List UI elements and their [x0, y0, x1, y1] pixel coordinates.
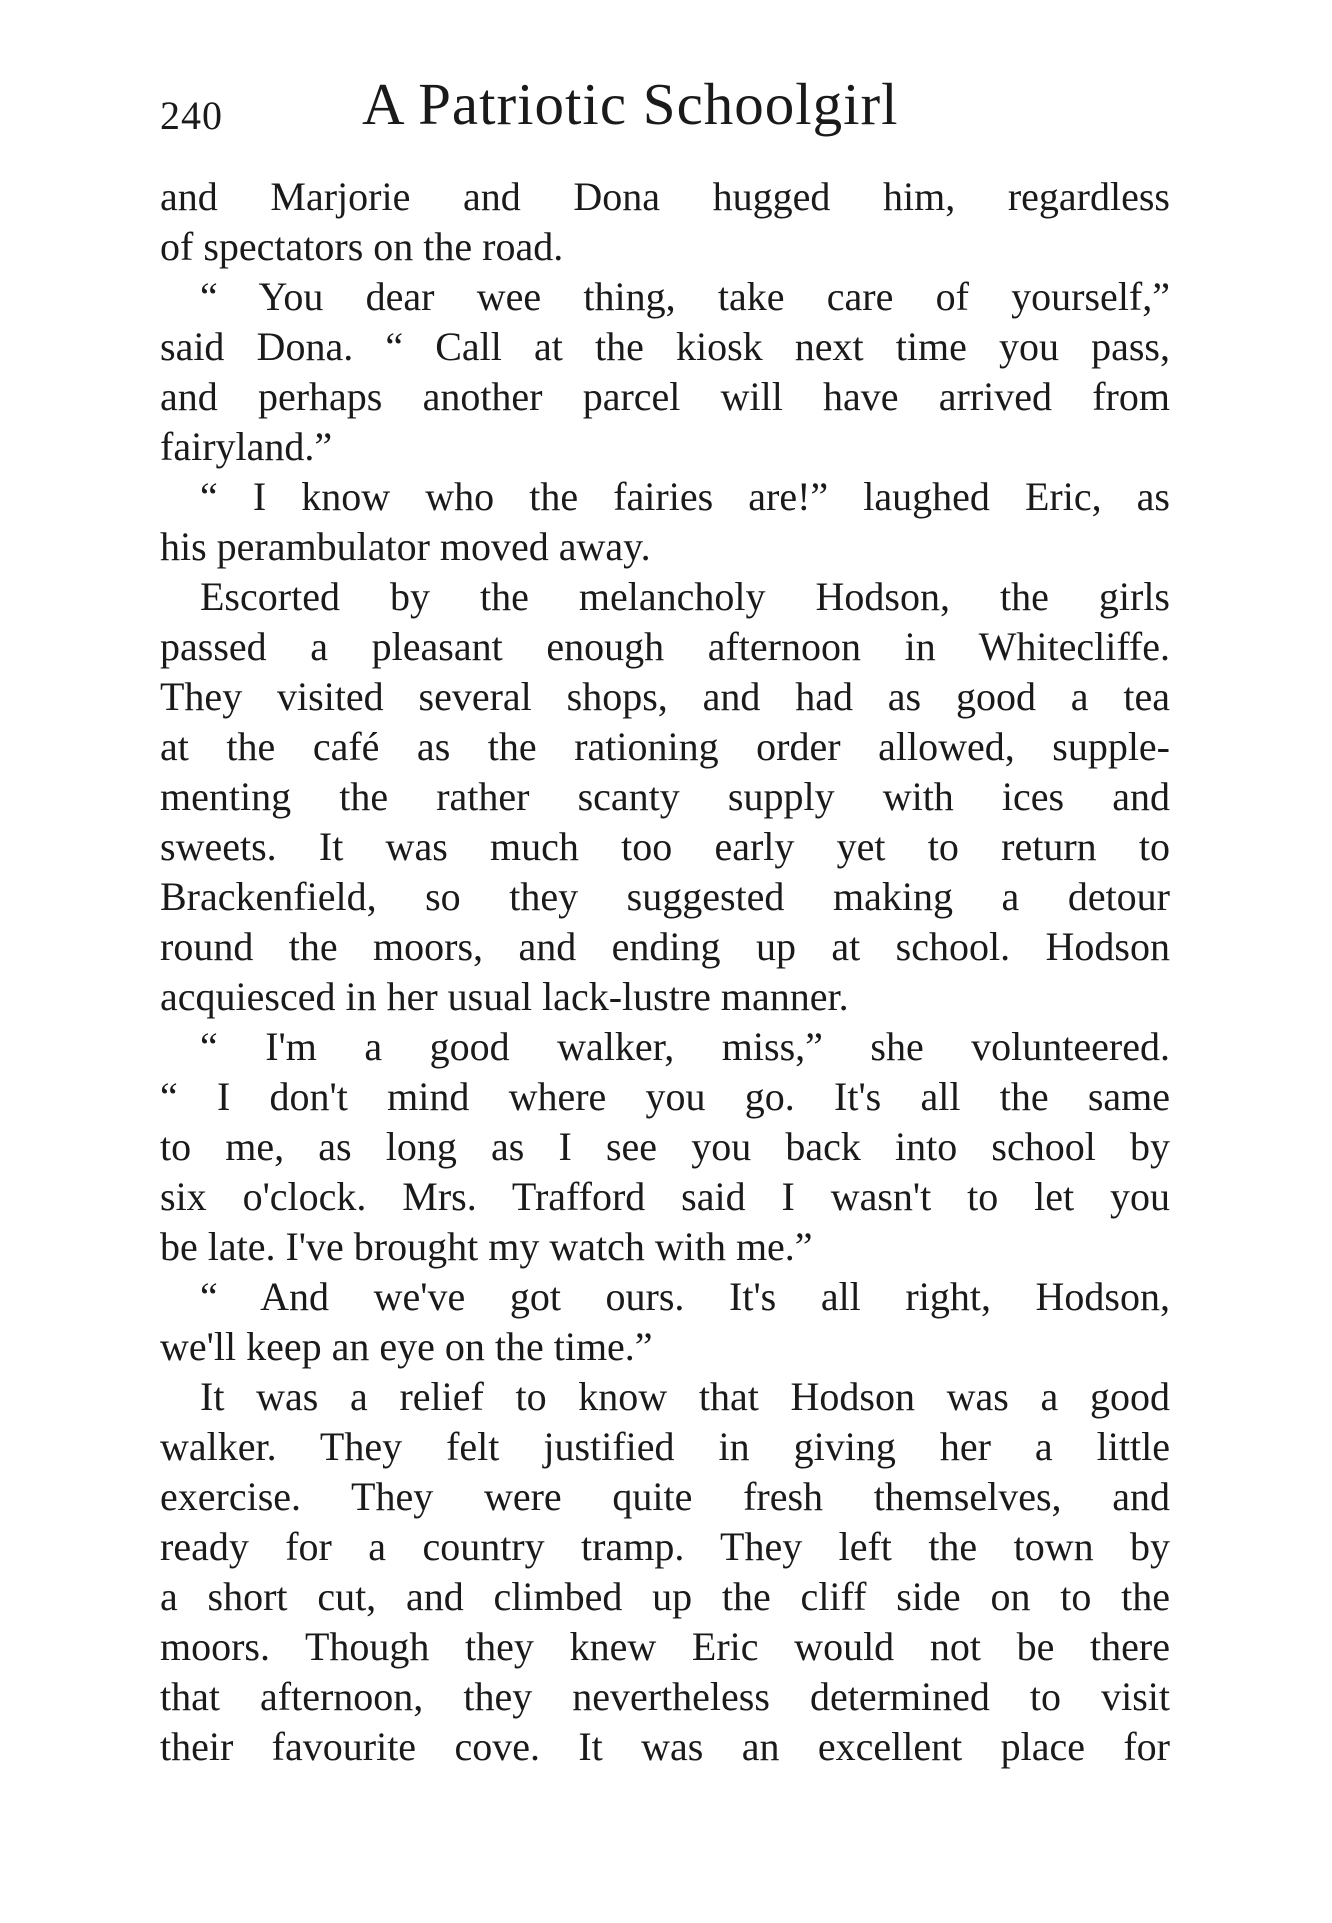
running-title: A Patriotic Schoolgirl	[362, 71, 899, 137]
text-line: passed a pleasant enough afternoon in Whitecliffe.	[160, 624, 1170, 669]
text-line: sweets. It was much too early yet to return to	[160, 824, 1170, 869]
text-line: round the moors, and ending up at school. Hodson	[160, 924, 1170, 969]
body-text	[160, 172, 1170, 1772]
text-line: we'll keep an eye on the time.”	[160, 1324, 653, 1369]
text-line: that afternoon, they nevertheless determined to visit	[160, 1674, 1170, 1719]
text-line: “ I know who the fairies are!” laughed Eric, as	[200, 474, 1170, 519]
text-line: Escorted by the melancholy Hodson, the girls	[200, 574, 1170, 619]
text-line: “ You dear wee thing, take care of yourself,”	[200, 274, 1170, 319]
text-line: “ I don't mind where you go. It's all the same	[160, 1074, 1170, 1119]
text-line: of spectators on the road.	[160, 224, 564, 269]
text-line: Brackenfield, so they suggested making a detour	[160, 874, 1170, 919]
text-line: It was a relief to know that Hodson was a good	[200, 1374, 1170, 1419]
text-line: acquiesced in her usual lack-lustre manner.	[160, 974, 849, 1019]
text-line: and perhaps another parcel will have arrived from	[160, 374, 1170, 419]
text-line: menting the rather scanty supply with ices and	[160, 774, 1170, 819]
text-line: six o'clock. Mrs. Trafford said I wasn't to let you	[160, 1174, 1170, 1219]
text-line: and Marjorie and Dona hugged him, regardless	[160, 174, 1170, 219]
text-line: said Dona. “ Call at the kiosk next time you pass,	[160, 324, 1170, 369]
text-line: his perambulator moved away.	[160, 524, 651, 569]
page-number: 240	[160, 93, 223, 138]
text-line: exercise. They were quite fresh themselves, and	[160, 1474, 1170, 1519]
text-line: a short cut, and climbed up the cliff side on to the	[160, 1574, 1170, 1619]
text-line: be late. I've brought my watch with me.”	[160, 1224, 813, 1269]
text-line: They visited several shops, and had as good a tea	[160, 674, 1170, 719]
text-line: their favourite cove. It was an excellent place for	[160, 1724, 1170, 1769]
text-line: at the café as the rationing order allowed, supple-	[160, 724, 1170, 769]
running-head	[160, 70, 1180, 140]
text-line: ready for a country tramp. They left the town by	[160, 1524, 1170, 1569]
text-line: fairyland.”	[160, 424, 333, 469]
text-line: to me, as long as I see you back into school by	[160, 1124, 1170, 1169]
text-line: walker. They felt justified in giving her a little	[160, 1424, 1170, 1469]
text-line: moors. Though they knew Eric would not be there	[160, 1624, 1170, 1669]
text-line: “ I'm a good walker, miss,” she volunteered.	[200, 1024, 1170, 1069]
text-line: “ And we've got ours. It's all right, Hodson,	[200, 1274, 1170, 1319]
